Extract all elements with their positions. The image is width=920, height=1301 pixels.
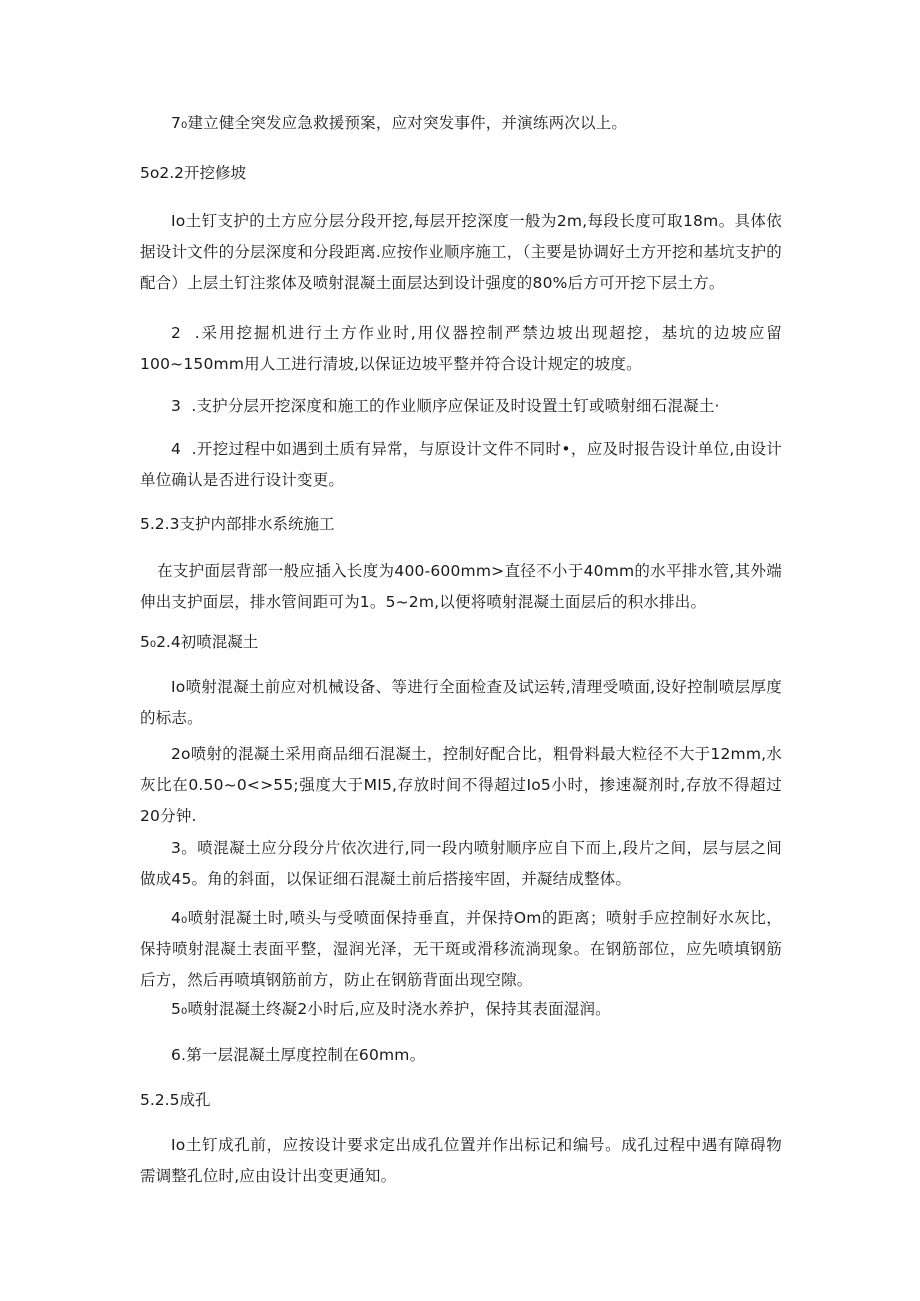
section-heading-5-2-5: 5.2.5成孔 xyxy=(140,1091,211,1109)
section-heading-5-2-2: 5o2.2开挖修坡 xyxy=(140,164,246,182)
paragraph-curing: 5₀喷射混凝土终凝2小时后,应及时浇水养护，保持其表面湿润。 xyxy=(171,1000,611,1018)
paragraph-spray-sequence: 3。喷混凝土应分段分片依次进行,同一段内喷射顺序应自下而上,段片之间，层与层之间做成45。角的斜面，以保证细石混凝土前后搭接牢固，并凝结成整体。 xyxy=(140,839,782,888)
paragraph-nozzle-position: 4₀喷射混凝土时,喷头与受喷面保持垂直，并保持Om的距离；喷射手应控制好水灰比，保持喷射混凝土表面平整，湿润光泽，无干斑或滑移流淌现象。在钢筋部位，应先喷填钢筋后方，然后再喷填钢筋前方，防止在钢筋背面出现空隙。 xyxy=(140,909,782,989)
paragraph-soil-nail-excavation: Io土钉支护的土方应分层分段开挖,每层开挖深度一般为2m,每段长度可取18m。具体依据设计文件的分层深度和分段距离.应按作业顺序施工，（主要是协调好土方开挖和基坑支护的配合）上层土钉注浆体及喷射混凝土面层达到设计强度的80%后方可开挖下层土方。 xyxy=(140,212,782,292)
section-heading-5-2-4: 5₀2.4初喷混凝土 xyxy=(140,633,259,651)
paragraph-abnormal-soil: 4 .开挖过程中如遇到土质有异常，与原设计文件不同时•，应及时报告设计单位,由设计单位确认是否进行设计变更。 xyxy=(140,440,782,489)
paragraph-pre-spray-inspection: Io喷射混凝土前应对机械设备、等进行全面检查及试运转,清理受喷面,设好控制喷层厚度的标志。 xyxy=(140,678,782,727)
paragraph-concrete-mix: 2o喷射的混凝土采用商品细石混凝土，控制好配合比，粗骨料最大粒径不大于12mm,水灰比在0.50~0<>55;强度大于MI5,存放时间不得超过Io5小时，掺速凝剂时,存放不得超过20分钟. xyxy=(140,745,782,825)
paragraph-layer-thickness: 6.第一层混凝土厚度控制在60mm。 xyxy=(171,1046,426,1064)
paragraph-excavator-operation: 2 .采用挖掘机进行土方作业时,用仪器控制严禁边坡出现超挖，基坑的边坡应留100~150mm用人工进行清坡,以保证边坡平整并符合设计规定的坡度。 xyxy=(140,324,782,373)
section-heading-5-2-3: 5.2.3支护内部排水系统施工 xyxy=(140,515,335,533)
paragraph-layered-depth: 3 .支护分层开挖深度和施工的作业顺序应保证及时设置土钉或喷射细石混凝土· xyxy=(171,397,720,415)
paragraph-emergency-plan: 7₀建立健全突发应急救援预案，应对突发事件，并演练两次以上。 xyxy=(171,114,628,132)
paragraph-drainage-pipe: 在支护面层背部一般应插入长度为400-600mm>直径不小于40mm的水平排水管,其外端伸出支护面层，排水管间距可为1。5~2m,以便将喷射混凝土面层后的积水排出。 xyxy=(140,562,782,611)
paragraph-hole-forming: Io土钉成孔前，应按设计要求定出成孔位置并作出标记和编号。成孔过程中遇有障碍物需调整孔位时,应由设计出变更通知。 xyxy=(140,1136,782,1185)
